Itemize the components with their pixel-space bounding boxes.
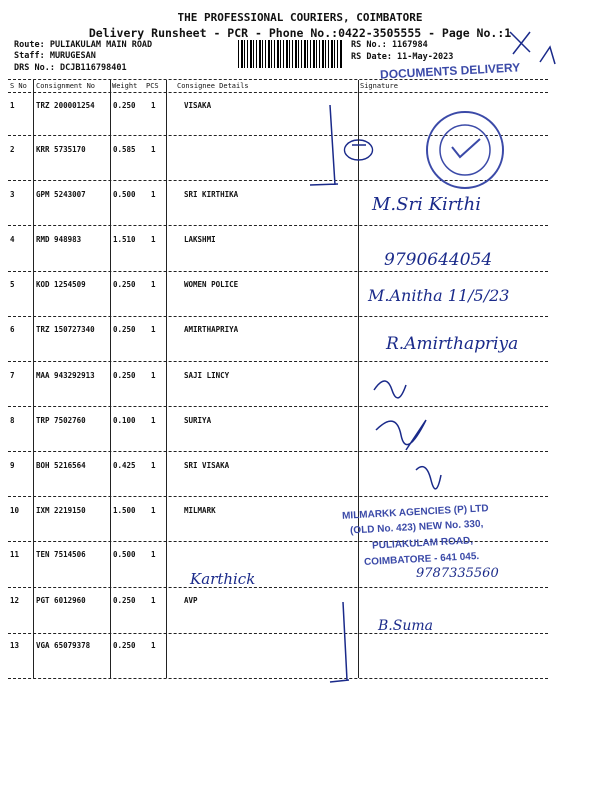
row-weight: 0.100	[113, 416, 136, 425]
row-weight: 0.250	[113, 641, 136, 650]
col-sno: S No	[10, 82, 27, 90]
row-weight: 0.250	[113, 596, 136, 605]
col-divider	[166, 80, 167, 678]
row-pcs: 1	[151, 235, 156, 244]
row-signature: R.Amirthapriya	[386, 334, 519, 354]
bracket-mark	[325, 600, 365, 690]
row-sno: 3	[10, 190, 15, 199]
col-divider	[110, 80, 111, 678]
row-consignee: SURIYA	[184, 416, 212, 425]
row-pcs: 1	[151, 550, 156, 559]
row-consignment: VGA 65079378	[36, 641, 91, 650]
rs-number: RS No.: 1167984	[351, 40, 428, 50]
row-sno: 8	[10, 416, 15, 425]
row-sno: 9	[10, 461, 15, 470]
row-pcs: 1	[151, 145, 156, 154]
row-pcs: 1	[151, 461, 156, 470]
row-consignment: MAA 943292913	[36, 371, 95, 380]
row-consignment: GPM 5243007	[36, 190, 86, 199]
row-consignee: SAJI LINCY	[184, 371, 230, 380]
stamp-company-line4: COIMBATORE - 641 045.	[363, 550, 480, 569]
stamp-company-line1: MILMARKK AGENCIES (P) LTD	[341, 503, 489, 522]
rs-date: RS Date: 11-May-2023	[351, 52, 454, 62]
row-consignment: RMD 948983	[36, 235, 82, 244]
row-consignment: IXM 2219150	[36, 506, 86, 515]
row-rule	[8, 496, 548, 497]
row-weight: 0.425	[113, 461, 136, 470]
row-sno: 1	[10, 101, 15, 110]
documents-delivery-stamp: DOCUMENTS DELIVERY	[379, 60, 521, 82]
row-pcs: 1	[151, 101, 156, 110]
row-weight: 0.250	[113, 371, 136, 380]
row-rule	[8, 316, 548, 317]
row-rule	[8, 451, 548, 452]
row-rule	[8, 633, 548, 634]
row-consignee: VISAKA	[184, 101, 212, 110]
col-consignee: Consignee Details	[177, 82, 249, 90]
row-consignment: KRR 5735170	[36, 145, 86, 154]
row-consignee: SRI KIRTHIKA	[184, 190, 239, 199]
row-rule	[8, 225, 548, 226]
phone-note: 9787335560	[416, 566, 499, 581]
row-signature: M.Anitha 11/5/23	[368, 286, 510, 305]
row-pcs: 1	[151, 596, 156, 605]
col-pcs: PCS	[146, 82, 159, 90]
row-signature: Karthick	[190, 570, 256, 588]
row-consignment: KOD 1254509	[36, 280, 86, 289]
stamp-company-line3: PULIAKULAM ROAD,	[371, 535, 474, 552]
row-sno: 11	[10, 550, 20, 559]
row-consignee: AVP	[184, 596, 198, 605]
row-consignment: BOH 5216564	[36, 461, 86, 470]
company-title: THE PROFESSIONAL COURIERS, COIMBATORE	[177, 11, 423, 24]
row-weight: 0.500	[113, 550, 136, 559]
row-sno: 6	[10, 325, 15, 334]
route: Route: PULIAKULAM MAIN ROAD	[14, 40, 153, 50]
row-weight: 0.500	[113, 190, 136, 199]
row-rule	[8, 406, 548, 407]
row-signature: 9790644054	[384, 250, 493, 270]
header-rule-bottom	[8, 92, 548, 93]
row-weight: 0.585	[113, 145, 136, 154]
row-pcs: 1	[151, 506, 156, 515]
drs-number: DRS No.: DCJB116798401	[14, 63, 127, 73]
col-weight: Weight	[112, 82, 138, 90]
row-rule	[8, 271, 548, 272]
row-weight: 0.250	[113, 101, 136, 110]
row-consignment: TRZ 200001254	[36, 101, 95, 110]
row-consignee: SRI VISAKA	[184, 461, 230, 470]
barcode	[238, 40, 342, 68]
row-rule	[8, 361, 548, 362]
row-pcs: 1	[151, 190, 156, 199]
row-signature: M.Sri Kirthi	[372, 194, 481, 215]
row-sno: 5	[10, 280, 15, 289]
signature-scribbles	[366, 370, 446, 500]
col-signature: Signature	[360, 82, 398, 90]
row-pcs: 1	[151, 371, 156, 380]
row-weight: 1.500	[113, 506, 136, 515]
row-sno: 2	[10, 145, 15, 154]
row-consignment: PGT 6012960	[36, 596, 86, 605]
row-signature: B.Suma	[378, 618, 433, 634]
runsheet-title: Delivery Runsheet - PCR - Phone No.:0422-3505555 - Page No.:1	[88, 26, 512, 40]
row-pcs: 1	[151, 280, 156, 289]
bracket-mark	[300, 100, 380, 190]
col-divider	[33, 80, 34, 678]
row-consignee: MILMARK	[184, 506, 216, 515]
pen-mark	[505, 22, 565, 72]
row-consignment: TEN 7514506	[36, 550, 86, 559]
row-consignee: LAKSHMI	[184, 235, 216, 244]
row-sno: 10	[10, 506, 20, 515]
row-sno: 13	[10, 641, 20, 650]
row-pcs: 1	[151, 641, 156, 650]
staff: Staff: MURUGESAN	[14, 51, 96, 61]
col-consignment: Consignment No	[36, 82, 96, 90]
row-pcs: 1	[151, 416, 156, 425]
row-sno: 7	[10, 371, 15, 380]
row-pcs: 1	[151, 325, 156, 334]
row-sno: 12	[10, 596, 20, 605]
row-rule	[8, 587, 548, 588]
row-consignment: TRP 7502760	[36, 416, 86, 425]
circular-seal	[420, 105, 510, 195]
stamp-company-line2: (OLD No. 423) NEW No. 330,	[349, 518, 484, 537]
row-consignee: WOMEN POLICE	[184, 280, 239, 289]
row-consignment: TRZ 150727340	[36, 325, 95, 334]
row-weight: 0.250	[113, 325, 136, 334]
row-weight: 1.510	[113, 235, 136, 244]
row-consignee: AMIRTHAPRIYA	[184, 325, 239, 334]
row-sno: 4	[10, 235, 15, 244]
row-weight: 0.250	[113, 280, 136, 289]
header-rule-top	[8, 79, 548, 80]
row-rule	[8, 678, 548, 679]
